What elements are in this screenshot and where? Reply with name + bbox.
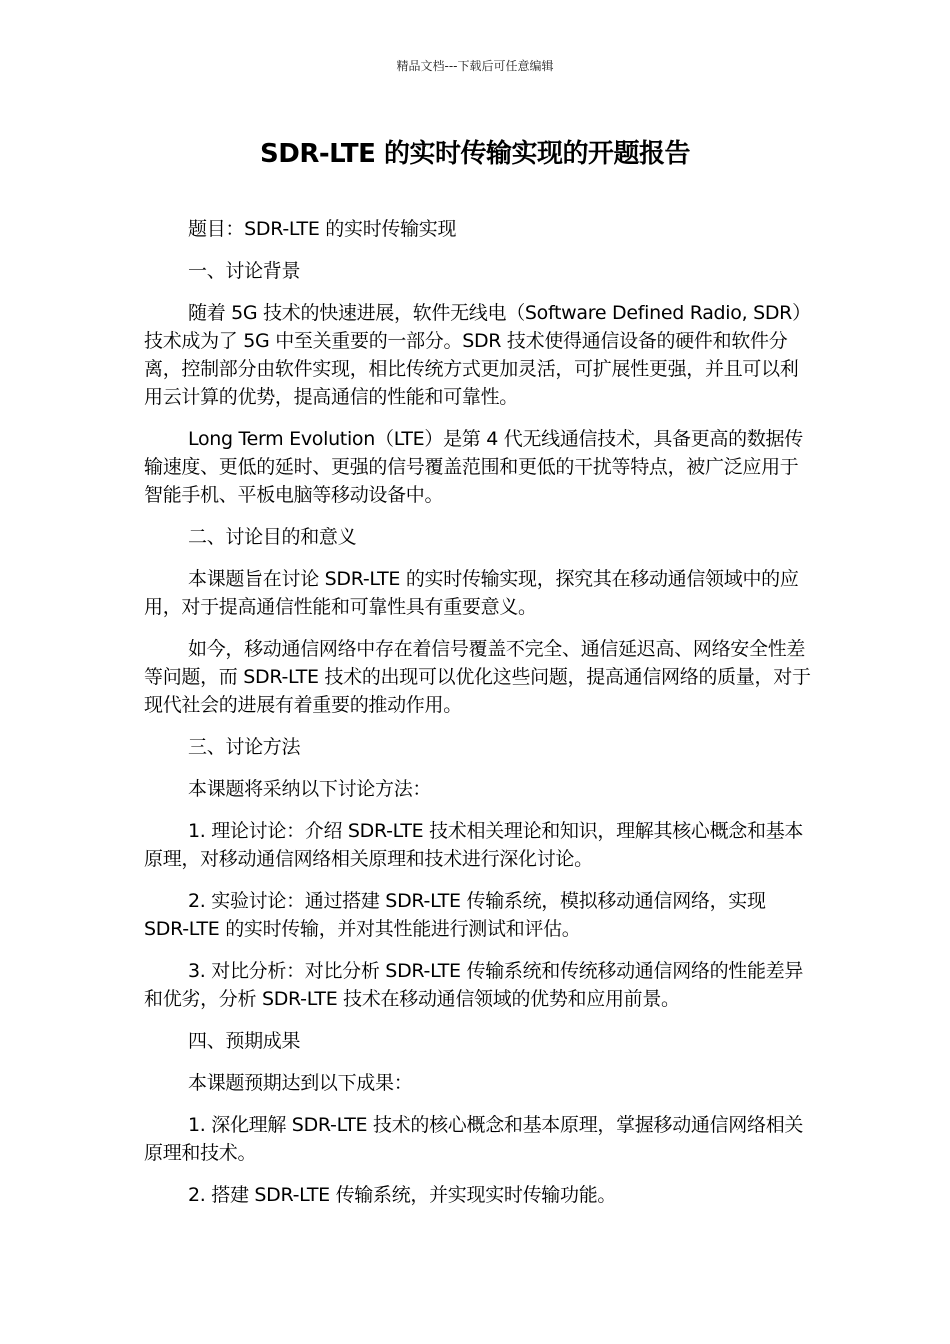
paragraph-significance: 如今，移动通信网络中存在着信号覆盖不完全、通信延迟高、网络安全性差等问题，而 SDR-LTE 技术的出现可以优化这些问题，提高通信网络的质量，对于现代社会的进展有着重要的推动作用。 (144, 638, 811, 716)
list-item-outcome-1: 1. 深化理解 SDR-LTE 技术的核心概念和基本原理，掌握移动通信网络相关原理和技术。 (144, 1114, 804, 1164)
document-title: SDR-LTE 的实时传输实现的开题报告 (260, 139, 690, 169)
list-item-method-2: 2. 实验讨论：通过搭建 SDR-LTE 传输系统，模拟移动通信网络，实现 SDR-LTE 的实时传输，并对其性能进行测试和评估。 (144, 890, 766, 940)
paragraph-lte-intro: Long Term Evolution（LTE）是第 4 代无线通信技术，具备更高的数据传输速度、更低的延时、更强的信号覆盖范围和更低的干扰等特点，被广泛应用于智能手机、平板电脑等移动设备中。 (144, 428, 803, 506)
paragraph-outcomes-intro: 本课题预期达到以下成果： (188, 1072, 413, 1094)
list-item-method-3: 3. 对比分析：对比分析 SDR-LTE 传输系统和传统移动通信网络的性能差异和优劣，分析 SDR-LTE 技术在移动通信领域的优势和应用前景。 (144, 960, 804, 1010)
paragraph-purpose: 本课题旨在讨论 SDR-LTE 的实时传输实现，探究其在移动通信领域中的应用，对于提高通信性能和可靠性具有重要意义。 (144, 568, 799, 618)
paragraph-sdr-intro: 随着 5G 技术的快速进展，软件无线电（Software Defined Radio, SDR）技术成为了 5G 中至关重要的一部分。SDR 技术使得通信设备的硬件和软件分离，控制部分由软件实现，相比传统方式更加灵活，可扩展性更强，并且可以利用云计算的优势，提高通信的性能和可靠性。 (144, 302, 811, 408)
header-note: 精品文档---下载后可任意编辑 (396, 59, 554, 73)
document-body (144, 215, 812, 1223)
list-item-method-1: 1. 理论讨论：介绍 SDR-LTE 技术相关理论和知识，理解其核心概念和基本原理，对移动通信网络相关原理和技术进行深化讨论。 (144, 820, 804, 870)
topic-line: 题目：SDR-LTE 的实时传输实现 (188, 218, 457, 240)
section-heading-outcomes: 四、预期成果 (188, 1030, 301, 1052)
section-heading-background: 一、讨论背景 (188, 260, 301, 282)
paragraph-methods-intro: 本课题将采纳以下讨论方法： (188, 778, 432, 800)
section-heading-purpose: 二、讨论目的和意义 (188, 526, 357, 548)
section-heading-methods: 三、讨论方法 (188, 736, 301, 758)
list-item-outcome-2: 2. 搭建 SDR-LTE 传输系统，并实现实时传输功能。 (188, 1184, 617, 1206)
